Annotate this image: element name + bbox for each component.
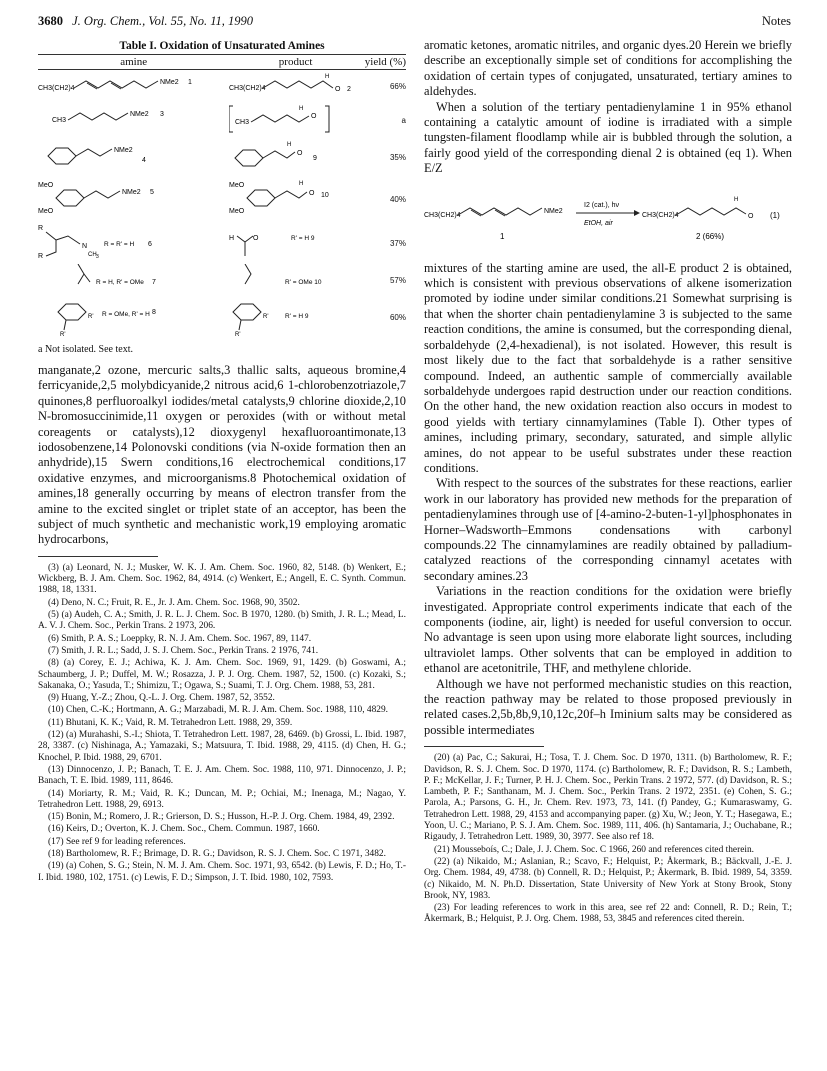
product-structure xyxy=(229,296,361,338)
table-row xyxy=(38,222,406,264)
svg-text:10: 10 xyxy=(321,192,330,199)
svg-text:MeO: MeO xyxy=(229,208,245,215)
amine-structure xyxy=(38,176,229,222)
yield-value: a xyxy=(401,115,406,125)
reference-item: (22) (a) Nikaido, M.; Aslanian, R.; Scavo, F.; Helquist, P.; Åkermark, B.; Bäckvall, J.-E. J. Org. Chem. 1984, 49, 4738. (b) Connell, R. D.; Helquist, P.; Åkermark, B. Ibid. 1989, 54, 3359. (c) Nikaido, M. N. Ph.D. Dissertation, State University of New York at Stony Brook, Stony Brook, NY, 1983. xyxy=(424,856,792,901)
right-column xyxy=(424,38,792,927)
body-paragraph: aromatic ketones, aromatic nitriles, and organic dyes.20 Herein we briefly describe an exceptionally simple set of conditions for accomplishing the oxidation of certain types of conjugated, unsaturated, tertiary amines to aldehydes. xyxy=(424,38,792,99)
amine-structure xyxy=(38,138,229,176)
yield-value: 60% xyxy=(389,312,406,322)
svg-text:R = H, R' = OMe: R = H, R' = OMe xyxy=(96,279,144,286)
eq-amine-label: NMe2 xyxy=(544,207,563,215)
table-row xyxy=(38,264,406,296)
left-body-paragraph: manganate,2 ozone, mercuric salts,3 thallic salts, aqueous bromine,4 ferricyanide,2,5 molybdicyanide,2 nitrous acid,6 1-chlorobenzotriazole,7 quinones,8 perfluoroalkyl iodides/metal catalysts,9 chlorine dioxide,2,10 N-bromosuccinimide,11 oxygen or peroxides (with or without metal coreagents or catalysts),12 dioxygenyl hexafluoroantimonate,13 iodosobenzene,14 Polonovski conditions (via N-oxide formation then an anhydride),15 Swern conditions,16 electrochemical conditions,17 oxidative enzymes, and microorganisms.8 Photochemical oxidation of amines,18 generally occurring by means of electron transfer from the amine to the excited singlet or triplet state of an acceptor, has been the subject of much synthetic and mechanistic work,19 employing aromatic hydrocarbons, xyxy=(38,363,406,547)
eq-compound-2: 2 (66%) xyxy=(696,231,725,241)
reference-item: (6) Smith, P. A. S.; Loeppky, R. N. J. Am. Chem. Soc. 1967, 89, 1147. xyxy=(48,633,312,644)
amine-8-structure xyxy=(38,296,228,336)
svg-text:CH3(CH2)4: CH3(CH2)4 xyxy=(38,85,75,92)
yield-value: 66% xyxy=(389,81,406,91)
svg-text:R': R' xyxy=(88,314,94,320)
svg-text:O: O xyxy=(297,150,303,157)
reference-item: (10) Chen, C.-K.; Hortmann, A. G.; Marzabadi, M. R. J. Am. Chem. Soc. 1988, 110, 4829. xyxy=(48,705,388,716)
svg-text:7: 7 xyxy=(152,279,156,286)
reaction-scheme xyxy=(424,181,792,255)
table-row xyxy=(38,176,406,222)
reference-item: (7) Smith, J. R. L.; Sadd, J. S. J. Chem. Soc., Perkin Trans. 2 1976, 741. xyxy=(48,645,319,656)
reference-item: (5) (a) Audeh, C. A.; Smith, J. R. L. J. Chem. Soc. B 1970, 1280. (b) Smith, J. R. L.; Mead, L. A. V. J. Chem. Soc., Perkin Trans. 2 1973, 206. xyxy=(38,610,406,632)
svg-text:6: 6 xyxy=(148,241,152,248)
yield-value: 40% xyxy=(389,194,406,204)
reference-item: (11) Bhutani, K. K.; Vaid, R. M. Tetrahedron Lett. 1988, 29, 359. xyxy=(48,717,293,728)
eq-reagent-top: I2 (cat.), hν xyxy=(584,201,620,209)
table-row xyxy=(38,138,406,176)
amine-structure xyxy=(38,70,229,103)
product-aldehyde-structure xyxy=(229,296,359,336)
reference-item: (16) Keirs, D.; Overton, K. J. Chem. Soc., Chem. Commun. 1987, 1660. xyxy=(48,824,320,835)
amine-1-structure xyxy=(38,70,228,100)
svg-text:O: O xyxy=(311,113,317,120)
svg-text:R' = H 9: R' = H 9 xyxy=(285,313,309,320)
svg-text:H: H xyxy=(299,181,304,187)
svg-text:5: 5 xyxy=(150,189,154,196)
product-structure xyxy=(229,176,361,222)
reference-item: (20) (a) Pac, C.; Sakurai, H.; Tosa, T. J. Chem. Soc. D 1970, 1311. (b) Bartholomew, R. F.; Davidson, R. S. J. Chem. Soc. D 1970, 1174. (c) Bartholomew, R. F.; Davidson, R. S.; Lambeth, P. F.; McKellar, J. F.; Turner, P. H. J. Chem. Soc., Perkin Trans. 2 1972, 577. (d) Davidson, R. S.; Lambeth, P. F.; Santhanam, M. J. Chem. Soc., Perkin Trans. 2 1972, 2351. (e) Cohen, S. G.; Parola, A.; Parsons, G. H., Jr. Chem. Rev. 1973, 73, 141. (f) Pandey, G.; Kumaraswamy, G. Tetrahedron Lett. 1988, 29, 4153 and accompanying paper. (g) Xu, W.; Jeon, Y. T.; Hasegawa, E.; Yoon, U. C.; Mariano, P. S. J. Am. Chem. Soc. 1989, 111, 406. (h) Santamaria, J.; Ouchabane, R.; Rigaudy, J. Tetrahedron Lett. 1989, 30, 3977. See also ref 18. xyxy=(424,753,792,843)
svg-text:R: R xyxy=(38,253,44,260)
svg-text:R': R' xyxy=(235,332,241,336)
amine-structure xyxy=(38,222,229,264)
svg-text:8: 8 xyxy=(152,309,156,316)
yield-value: 37% xyxy=(389,238,406,248)
table-footnote: a Not isolated. See text. xyxy=(38,344,133,355)
svg-text:3: 3 xyxy=(96,254,99,260)
svg-text:R = OMe, R' = H: R = OMe, R' = H xyxy=(102,311,150,318)
reference-item: (14) Moriarty, R. M.; Vaid, R. K.; Duncan, M. P.; Ochiai, M.; Inenaga, M.; Nagao, Y. Tetrahedron Lett. 1988, 29, 6913. xyxy=(38,788,406,810)
reference-item: (12) (a) Murahashi, S.-I.; Shiota, T. Tetrahedron Lett. 1987, 28, 6469. (b) Grossi, L. Ibid. 1987, 28, 3387. (c) Nishinaga, A.; Yamazaki, S.; Matsuura, T. Ibid. 1988, 29, 4115. (d) Chen, H. G.; Knochel, P. Ibid. 1988, 29, 6701. xyxy=(38,730,406,763)
svg-text:NMe2: NMe2 xyxy=(122,189,141,196)
product-aldehyde-structure xyxy=(229,222,359,262)
yield-value: 57% xyxy=(389,275,406,285)
amine-5-structure xyxy=(38,176,228,220)
sorbaldehyde-structure xyxy=(229,102,359,136)
svg-text:NMe2: NMe2 xyxy=(160,79,179,86)
svg-text:R' = OMe 10: R' = OMe 10 xyxy=(285,279,322,286)
page-header xyxy=(38,14,791,30)
svg-text:R' = H 9: R' = H 9 xyxy=(291,235,315,242)
reference-item: (15) Bonin, M.; Romero, J. R.; Grierson, D. S.; Husson, H.-P. J. Org. Chem. 1984, 49, 2392. xyxy=(48,812,395,823)
journal-citation: J. Org. Chem., Vol. 55, No. 11, 1990 xyxy=(72,14,254,28)
svg-text:O: O xyxy=(309,190,315,197)
svg-text:2: 2 xyxy=(347,86,352,93)
product-structure xyxy=(229,102,361,138)
cinnamaldehyde-structure xyxy=(229,138,359,174)
svg-text:NMe2: NMe2 xyxy=(114,147,133,154)
svg-text:4: 4 xyxy=(142,157,146,164)
svg-text:O: O xyxy=(253,235,259,242)
svg-text:CH3: CH3 xyxy=(52,117,67,124)
svg-text:1: 1 xyxy=(188,79,192,86)
eq-reagent-bottom: EtOH, air xyxy=(584,219,613,227)
reference-item: (18) Bartholomew, R. F.; Brimage, D. R. G.; Davidson, R. S. J. Chem. Soc. C 1971, 3482. xyxy=(48,849,386,859)
eq-aldehyde-h: H xyxy=(734,196,739,203)
right-references xyxy=(424,753,792,925)
svg-text:NMe2: NMe2 xyxy=(130,111,149,118)
svg-text:CH: CH xyxy=(88,252,97,258)
product-2-structure xyxy=(229,70,359,100)
reference-item: (19) (a) Cohen, S. G.; Stein, N. M. J. Am. Chem. Soc. 1971, 93, 6542. (b) Lewis, F. D.; Ho, T.-I. Ibid. 1980, 102, 1751. (c) Lewis, F. D.; Simpson, J. T. Ibid. 1980, 102, 7593. xyxy=(38,861,406,883)
reference-item: (21) Mousseboís, C.; Dale, J. J. Chem. Soc. C 1966, 260 and references cited therein. xyxy=(434,844,754,855)
svg-text:H: H xyxy=(299,106,304,112)
svg-text:CH3: CH3 xyxy=(235,119,250,126)
amine-structure xyxy=(38,264,229,296)
amine-structure xyxy=(38,296,229,338)
body-paragraph: Although we have not performed mechanistic studies on this reaction, the reaction pathway may be related to those proposed previously in related cases.2,5b,8b,9,10,12c,20f–h Iminium salts may be considered as possible intermediates xyxy=(424,676,792,737)
reference-item: (13) Dinnocenzo, J. P.; Banach, T. E. J. Am. Chem. Soc. 1988, 110, 971. Dinnocenzo, J. P.; Banach, T. E. Ibid. 1989, 111, 8646. xyxy=(38,764,406,787)
table-row xyxy=(38,296,406,338)
page-number: 3680 xyxy=(38,14,63,28)
product-structure xyxy=(229,138,361,176)
svg-text:O: O xyxy=(335,86,341,93)
body-paragraph: When a solution of the tertiary pentadienylamine 1 in 95% ethanol containing a catalytic amount of iodine is irradiated with a simple tungsten-filament floodlamp while air is bubbled through the solution, a fairly good yield of the corresponding dienal 2 is obtained (eq 1). When E/Z xyxy=(424,99,792,176)
eq-left-chain-label: CH3(CH2)4 xyxy=(424,211,461,219)
column-header-product: product xyxy=(229,55,361,70)
eq-aldehyde-o: O xyxy=(748,212,754,220)
amine-oxidation-table xyxy=(38,54,406,338)
svg-text:CH3(CH2)4: CH3(CH2)4 xyxy=(229,85,266,92)
amine-4-structure xyxy=(38,138,228,174)
svg-text:R': R' xyxy=(60,332,66,336)
product-structure xyxy=(229,222,361,264)
svg-text:N: N xyxy=(82,243,88,250)
footnote-divider xyxy=(38,556,158,557)
table-caption: Table I. Oxidation of Unsaturated Amines xyxy=(119,40,325,52)
equation-1 xyxy=(424,181,792,255)
svg-text:MeO: MeO xyxy=(229,182,245,189)
table-row xyxy=(38,70,406,103)
svg-text:9: 9 xyxy=(313,155,318,162)
column-header-yield: yield (%) xyxy=(362,55,406,70)
left-column xyxy=(38,38,406,885)
eq-number: (1) xyxy=(770,210,780,220)
svg-text:MeO: MeO xyxy=(38,208,54,215)
svg-text:R: R xyxy=(38,225,44,232)
body-paragraph: With respect to the sources of the substrates for these reactions, earlier work in our laboratory has provided new methods for the preparation of pentadienylamines through use of [4-amino-2-buten-1-yl]phosphonates in Horner–Wadsworth–Emmons condensations with carbonyl compounds.22 The cinnamylamines are readily obtained by palladium-catalyzed reactions of the corresponding cinnamyl acetates with secondary amines.23 xyxy=(424,476,792,583)
reference-item: (17) See ref 9 for leading references. xyxy=(48,836,186,847)
eq-right-chain-label: CH3(CH2)4 xyxy=(642,211,679,219)
reference-item: (9) Huang, Y.-Z.; Zhou, Q.-L. J. Org. Chem. 1987, 52, 3552. xyxy=(48,693,275,704)
amine-7-structure xyxy=(38,264,228,294)
amine-6-structure xyxy=(38,222,228,262)
svg-text:MeO: MeO xyxy=(38,182,54,189)
product-structure xyxy=(229,264,361,296)
table-row xyxy=(38,102,406,138)
footnote-divider xyxy=(424,746,544,747)
body-paragraph: mixtures of the starting amine are used, the all-E product 2 is obtained, which is consistent with previous observations of alkene isomerization promoted by iodine under similar conditions.21 Somewhat surprising is that when the shorter chain pentadienylamine 3 is subjected to the same reaction conditions, the amine is consumed, but the corresponding dienal, sorbaldehyde (2,4-hexadienal), is not isolated. However, this result is most likely due to the fact that sorbaldehyde is a rather sensitive compound. Indeed, an authentic sample of commercially available sorbaldehyde undergoes rapid destruction under our reaction conditions. On the other hand, the new oxidation reaction also occurs in modest to good yields with tertiary cinnamylamines (Table I). Other types of amines, including primary, secondary, saturated, and simple allylic amines, do not appear to be useful substrates under these reaction conditions. xyxy=(424,260,792,475)
svg-text:R': R' xyxy=(263,314,269,320)
methoxy-cinnamaldehyde-structure xyxy=(229,176,359,220)
column-header-amine: amine xyxy=(38,55,229,70)
body-paragraph: Variations in the reaction conditions for the oxidation were briefly investigated. Appropriate control experiments indicate that each of the components (iodine, air, light) is needed for useful conversion to occur. No advantage is seen upon using more elaborate light sources, including ultraviolet lamps. Other solvents that can be employed in addition to ethanol are acetonitrile, THF, and methylene chloride. xyxy=(424,584,792,676)
svg-text:H: H xyxy=(287,142,292,148)
eq-compound-1: 1 xyxy=(500,231,505,241)
product-aldehyde-structure xyxy=(229,264,359,294)
product-structure xyxy=(229,70,361,103)
svg-text:H: H xyxy=(325,74,330,80)
svg-text:3: 3 xyxy=(160,111,164,118)
reference-item: (8) (a) Corey, E. J.; Achiwa, K. J. Am. Chem. Soc. 1969, 91, 1429. (b) Goswami, A.; Schaumberg, J. P.; Duffel, M. W.; Rosazza, J. P. J. Org. Chem. 1987, 52, 1500. (c) Kozaki, S.; Sakanaka, O.; Yasuda, T.; Shimizu, T.; Ogawa, S.; Suami, T. J. Org. Chem. 1988, 53, 281. xyxy=(38,658,406,691)
amine-structure xyxy=(38,102,229,138)
amine-3-structure xyxy=(38,102,228,136)
section-name: Notes xyxy=(761,14,791,28)
reference-item: (4) Deno, N. C.; Fruit, R. E., Jr. J. Am. Chem. Soc. 1968, 90, 3502. xyxy=(48,597,300,608)
left-references xyxy=(38,563,406,884)
svg-text:H: H xyxy=(229,235,235,242)
yield-value: 35% xyxy=(389,152,406,162)
reference-item: (23) For leading references to work in this area, see ref 22 and: Connell, R. D.; Rein, T.; Åkermark, B.; Helquist, P. J. Org. Chem. 1988, 53, 3845 and references cited therein. xyxy=(424,903,792,925)
svg-text:R = R' = H: R = R' = H xyxy=(104,241,135,248)
reference-item: (3) (a) Leonard, N. J.; Musker, W. K. J. Am. Chem. Soc. 1960, 82, 5148. (b) Wenkert, E.; Wickberg, B. J. Am. Chem. Soc. 1962, 84, 4914. (c) Wenkert, E.; Angell, E. C. Synth. Commun. 1988, 18, 1331. xyxy=(38,562,406,596)
